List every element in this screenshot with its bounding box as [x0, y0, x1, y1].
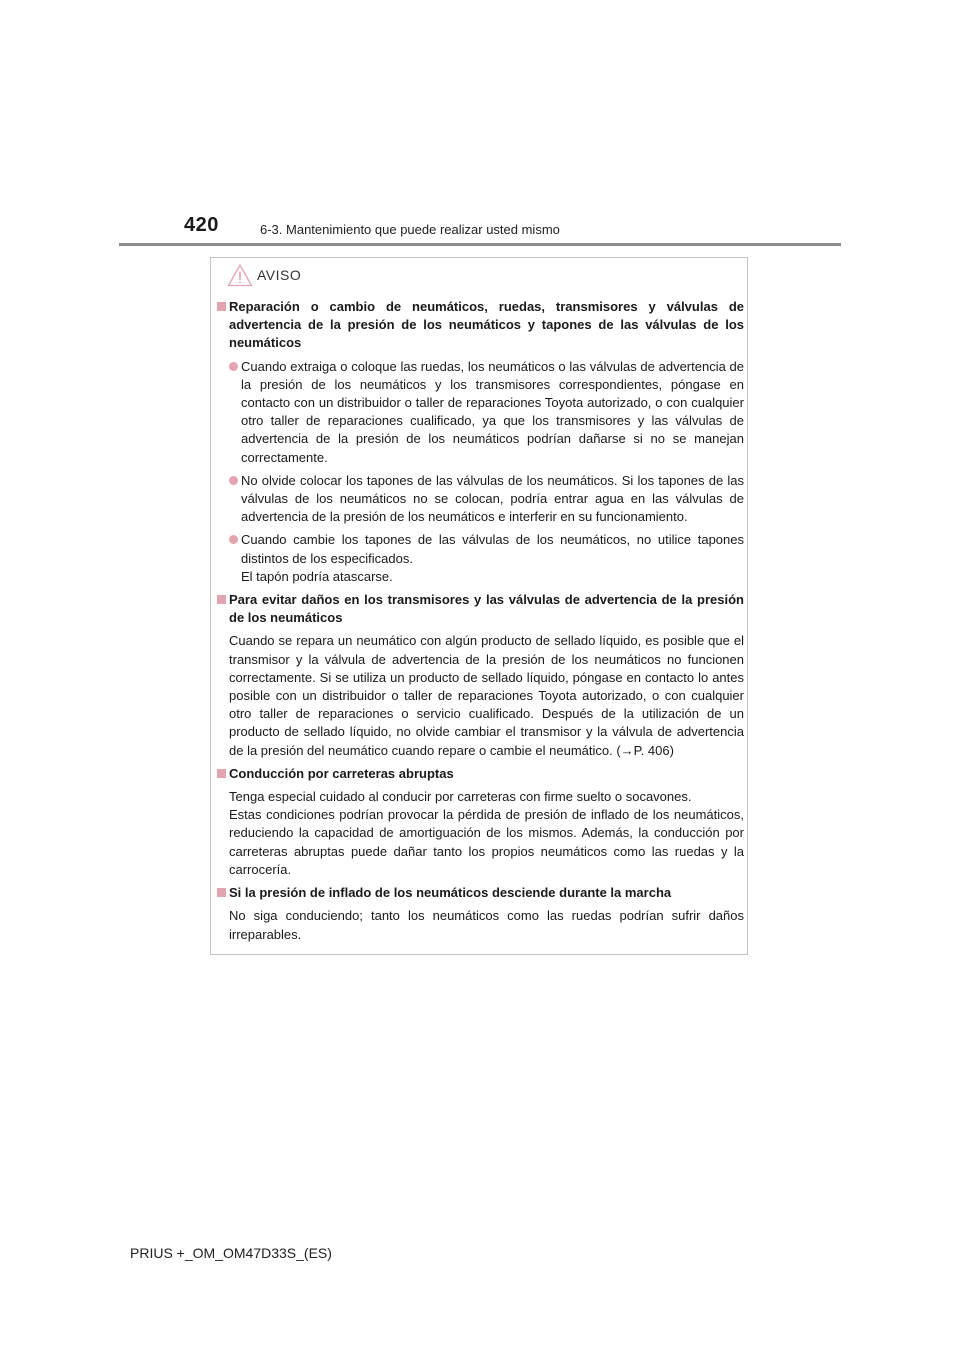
item-text: Cuando se repara un neumático con algún producto de sellado líquido, es posible que el transmisor y la válvula de advertencia de la presión de los neumáticos no funcionen correctamente. Si se utiliza un producto de sellado líquido, póngase en contacto lo antes posible con un distribuidor o taller de reparaciones Toyota autorizado, o con cualquier otro taller de reparaciones o servicio cualificado. Después de la utilización de un producto de sellado líquido, no olvide cambiar el transmisor y la válvula de advertencia de la presión del neumático cuando repare o cambie el neumático. (→P. 406) [229, 633, 744, 758]
item-heading: Si la presión de inflado de los neumáticos desciende durante la marcha [229, 885, 672, 901]
warning-body [217, 298, 744, 949]
square-bullet-icon [217, 302, 226, 311]
warning-item [217, 591, 744, 627]
warning-triangle-icon [227, 263, 253, 287]
warning-header [227, 263, 301, 287]
square-bullet-icon [217, 769, 226, 778]
warning-title: AVISO [257, 267, 302, 283]
bullet-item [229, 472, 744, 527]
warning-item [217, 765, 744, 783]
circle-bullet-icon [229, 535, 238, 544]
bullet-item [229, 531, 744, 586]
item-heading: Para evitar daños en los transmisores y las válvulas de advertencia de la presión de los neumáticos [229, 592, 744, 626]
item-heading: Conducción por carreteras abruptas [229, 765, 454, 781]
warning-box [210, 257, 748, 955]
bullet-text: Cuando extraiga o coloque las ruedas, los neumáticos o las válvulas de advertencia de la presión de los neumáticos y los transmisores correspondientes, póngase en contacto con un distribuidor o taller de reparaciones Toyota autorizado, o con cualquier otro taller de reparaciones cualificado, ya que los transmisores y las válvulas de advertencia de la presión de los neumáticos podrían dañarse si no se manejan correctamente. [241, 358, 744, 465]
item-heading: Reparación o cambio de neumáticos, ruedas, transmisores y válvulas de advertencia de la presión de los neumáticos y tapones de las válvulas de los neumáticos [229, 299, 744, 351]
warning-item [217, 884, 744, 902]
circle-bullet-icon [229, 476, 238, 485]
section-title: 6-3. Mantenimiento que puede realizar usted mismo [260, 222, 560, 237]
circle-bullet-icon [229, 362, 238, 371]
bullet-text: No olvide colocar los tapones de las válvulas de los neumáticos. Si los tapones de las válvulas de los neumáticos no se colocan, podría entrar agua en las válvulas de advertencia de la presión de los neumáticos e interferir en su funcionamiento. [241, 472, 744, 525]
bullet-text: Cuando cambie los tapones de las válvulas de los neumáticos, no utilice tapones distintos de los especificados. El tapón podría atascarse. [241, 532, 744, 584]
square-bullet-icon [217, 888, 226, 897]
header-rule [119, 243, 841, 246]
document-id: PRIUS +_OM_OM47D33S_(ES) [130, 1245, 332, 1261]
bullet-item [229, 358, 744, 467]
item-text: No siga conduciendo; tanto los neumáticos como las ruedas podrían sufrir daños irreparables. [229, 908, 744, 942]
square-bullet-icon [217, 595, 226, 604]
warning-item [217, 298, 744, 353]
item-text: Tenga especial cuidado al conducir por carreteras con firme suelto o socavones. Estas condiciones podrían provocar la pérdida de presión de inflado de los neumáticos, reduciendo la capacidad de amortiguación de los mismos. Además, la conducción por carreteras abruptas puede dañar tanto los propios neumáticos como las ruedas y la carrocería. [229, 789, 744, 877]
page-number: 420 [184, 214, 219, 236]
